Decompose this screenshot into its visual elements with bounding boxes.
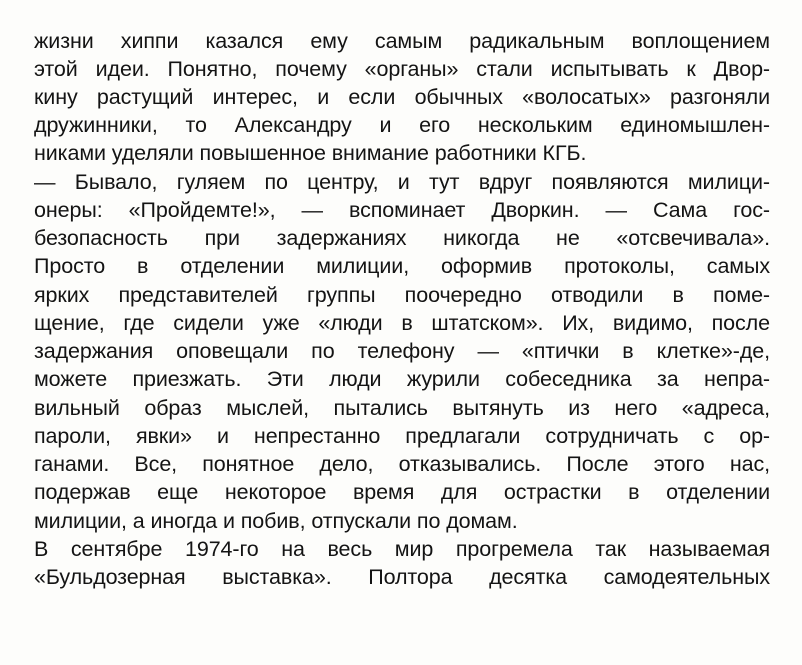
text-line: этой идеи. Понятно, почему «органы» стали испытывать к Двор- (34, 57, 770, 81)
text-line: ярких представителей группы поочередно отводили в поме- (34, 283, 770, 307)
text-line: — Бывало, гуляем по центру, и тут вдруг появляются милици- (34, 170, 770, 194)
text-line: подержав еще некоторое время для острастки в отделении (34, 480, 770, 504)
text-line: онеры: «Пройдемте!», — вспоминает Дворкин. — Сама гос- (34, 198, 770, 222)
text-line: можете приезжать. Эти люди журили собеседника за непра- (34, 367, 770, 391)
text-line: безопасность при задержаниях никогда не «отсвечивала». (34, 226, 770, 250)
text-line: щение, где сидели уже «люди в штатском». Их, видимо, после (34, 311, 770, 335)
text-line: пароли, явки» и непрестанно предлагали сотрудничать с ор- (34, 424, 770, 448)
text-line: ганами. Все, понятное дело, отказывались. После этого нас, (34, 452, 770, 476)
text-line: Просто в отделении милиции, оформив протоколы, самых (34, 254, 770, 278)
text-line: В сентябре 1974-го на весь мир прогремела так называемая (34, 537, 770, 561)
text-line: жизни хиппи казался ему самым радикальным воплощением (34, 29, 770, 53)
text-line: задержания оповещали по телефону — «птички в клетке»-де, (34, 339, 770, 363)
text-line: никами уделяли повышенное внимание работники КГБ. (34, 141, 587, 165)
text-line: милиции, а иногда и побив, отпускали по домам. (34, 509, 518, 533)
text-line: вильный образ мыслей, пытались вытянуть из него «адреса, (34, 396, 770, 420)
text-line: дружинники, то Александру и его нескольким единомышлен- (34, 113, 770, 137)
text-line: «Бульдозерная выставка». Полтора десятка самодеятельных (34, 565, 770, 589)
text-line: кину растущий интерес, и если обычных «волосатых» разгоняли (34, 85, 770, 109)
